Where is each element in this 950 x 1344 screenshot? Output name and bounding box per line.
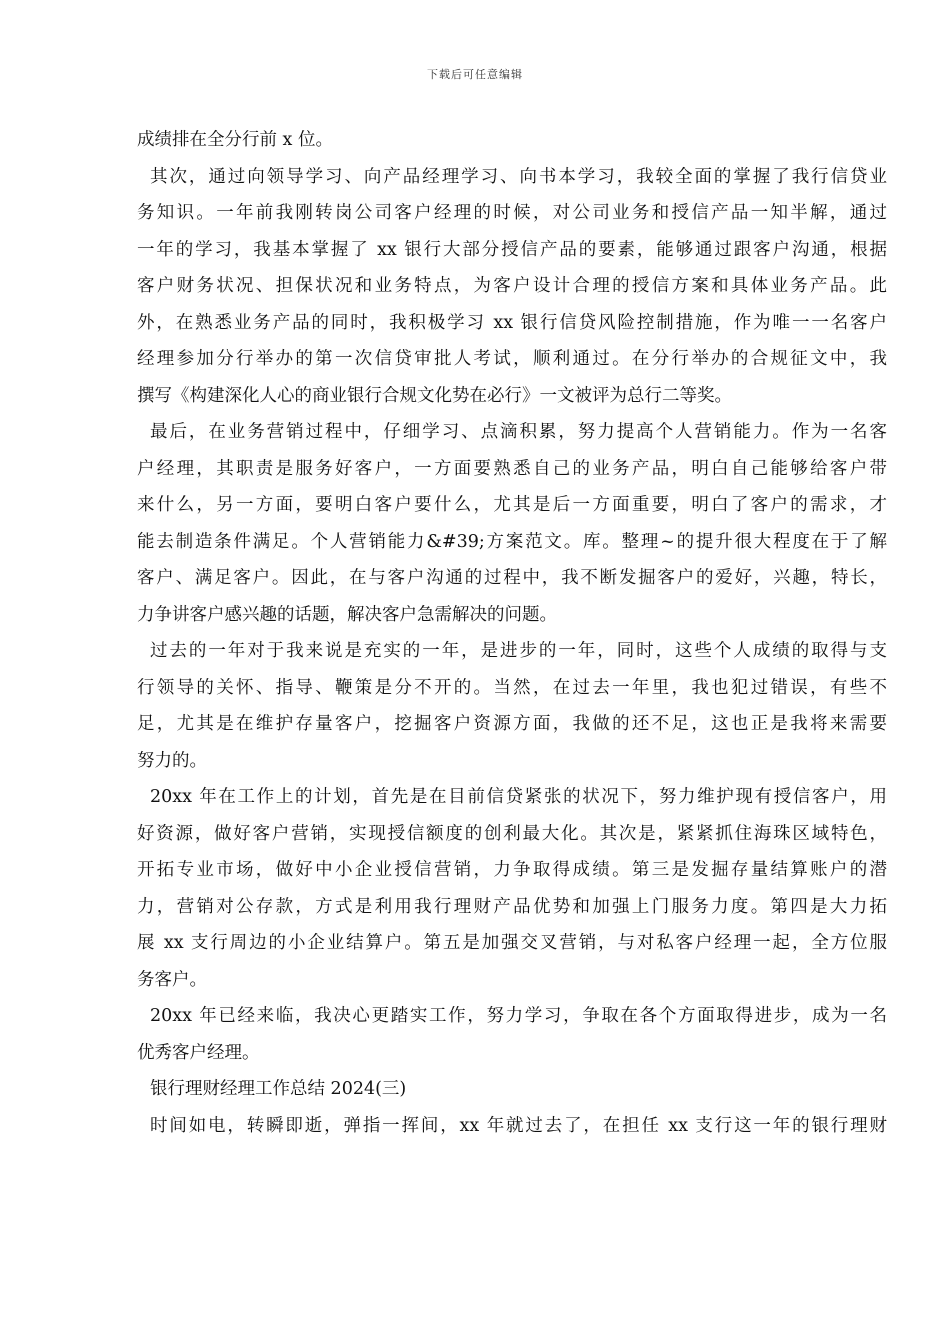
text-line: 最后，在业务营销过程中，仔细学习、点滴积累，努力提高个人营销能力。作为一名客 — [150, 422, 887, 442]
text-line: 经理参加分行举办的第一次信贷审批人考试，顺利通过。在分行举办的合规征文中，我 — [137, 349, 887, 369]
text-line: 好资源，做好客户营销，实现授信额度的创利最大化。其次是，紧紧抓住海珠区域特色， — [137, 823, 887, 844]
text-line: 一年的学习，我基本掌握了 xx 银行大部分授信产品的要素，能够通过跟客户沟通，根据 — [137, 239, 887, 260]
text-line: 行领导的关怀、指导、鞭策是分不开的。当然，在过去一年里，我也犯过错误，有些不 — [137, 677, 887, 698]
text-line: 来什么，另一方面，要明白客户要什么，尤其是后一方面重要，明白了客户的需求，才 — [137, 495, 887, 515]
text-line: 外，在熟悉业务产品的同时，我积极学习 xx 银行信贷风险控制措施，作为唯一一名客户 — [137, 312, 887, 333]
text-line: 务客户。 — [137, 969, 207, 990]
text-line: 客户、满足客户。因此，在与客户沟通的过程中，我不断发掘客户的爱好，兴趣，特长， — [137, 568, 887, 588]
text-line: 足，尤其是在维护存量客户，挖掘客户资源方面，我做的还不足，这也正是我将来需要 — [137, 714, 887, 734]
text-line: 力，营销对公存款，方式是利用我行理财产品优势和加强上门服务力度。第四是大力拓 — [137, 896, 887, 917]
text-line: 开拓专业市场，做好中小企业授信营销，力争取得成绩。第三是发掘存量结算账户的潜 — [137, 860, 887, 880]
text-line: 过去的一年对于我来说是充实的一年，是进步的一年，同时，这些个人成绩的取得与支 — [150, 641, 887, 661]
text-line: 务知识。一年前我刚转岗公司客户经理的时候，对公司业务和授信产品一知半解，通过 — [137, 203, 887, 223]
text-line: 力争讲客户感兴趣的话题，解决客户急需解决的问题。 — [137, 604, 557, 625]
text-line: 户经理，其职责是服务好客户，一方面要熟悉自己的业务产品，明白自己能够给客户带 — [137, 458, 887, 479]
section-heading: 银行理财经理工作总结 2024(三) — [150, 1079, 407, 1099]
text-line: 展 xx 支行周边的小企业结算户。第五是加强交叉营销，与对私客户经理一起，全方位服 — [137, 933, 887, 953]
text-line: 20xx 年在工作上的计划，首先是在目前信贷紧张的状况下，努力维护现有授信客户，用 — [150, 787, 887, 807]
text-line: 优秀客户经理。 — [137, 1042, 260, 1063]
text-line: 20xx 年已经来临，我决心更踏实工作，努力学习，争取在各个方面取得进步，成为一名 — [150, 1006, 887, 1026]
document-body — [137, 122, 887, 1144]
text-line: 努力的。 — [137, 750, 207, 771]
text-line: 能去制造条件满足。个人营销能力&#39;方案范文。库。整理~的提升很大程度在于了解 — [137, 531, 887, 552]
text-line: 成绩排在全分行前 x 位。 — [137, 130, 333, 150]
text-line: 客户财务状况、担保状况和业务特点，为客户设计合理的授信方案和具体业务产品。此 — [137, 276, 887, 296]
page-header-note: 下载后可任意编辑 — [427, 68, 523, 81]
text-line: 时间如电，转瞬即逝，弹指一挥间，xx 年就过去了，在担任 xx 支行这一年的银行理财 — [150, 1115, 887, 1136]
text-line: 其次，通过向领导学习、向产品经理学习、向书本学习，我较全面的掌握了我行信贷业 — [150, 166, 887, 187]
text-line: 撰写《构建深化人心的商业银行合规文化势在必行》一文被评为总行二等奖。 — [137, 385, 732, 406]
